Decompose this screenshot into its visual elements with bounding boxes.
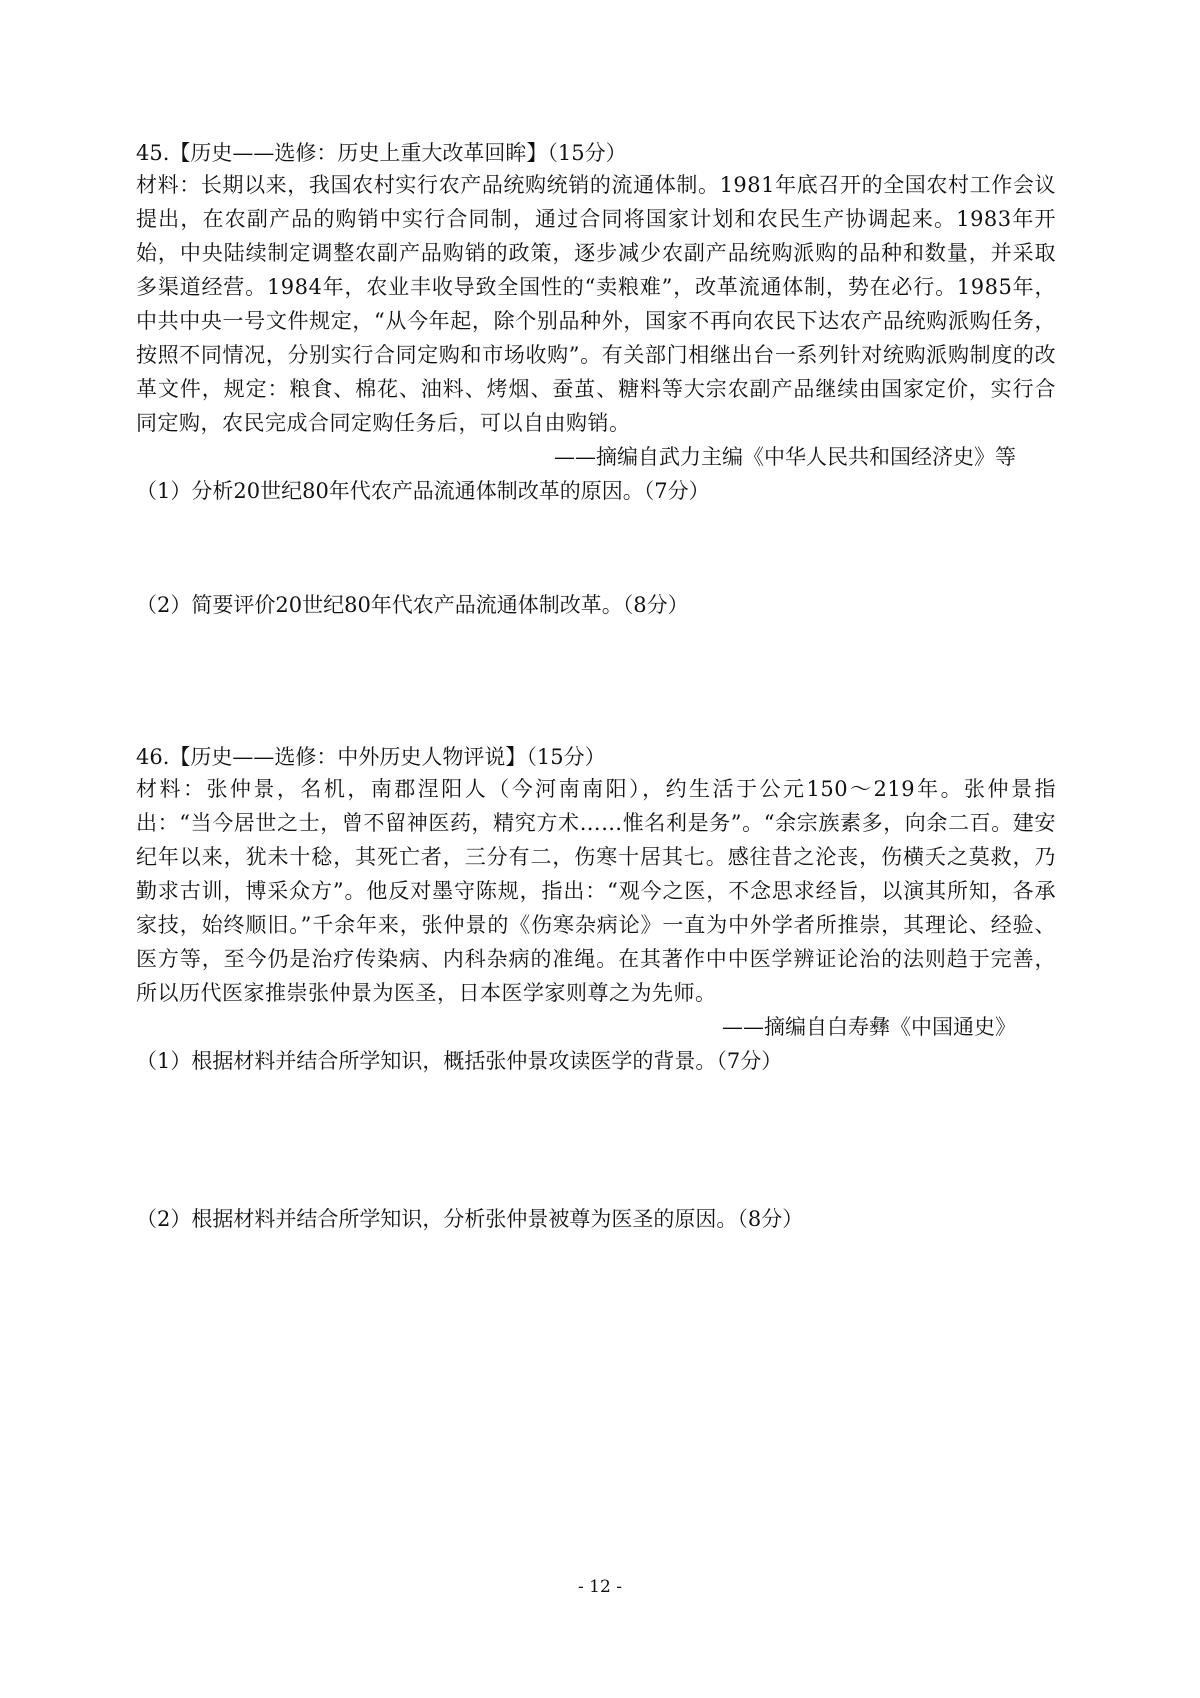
question-45 (136, 138, 1056, 622)
answer-space (136, 508, 1056, 588)
question-46-source: ——摘编自白寿彝《中国通史》 (722, 1015, 1016, 1039)
question-45-title: 45.【历史——选修：历史上重大改革回眸】（15分） (136, 141, 627, 165)
question-45-part-1: （1）分析20世纪80年代农产品流通体制改革的原因。（7分） (136, 479, 710, 503)
question-45-part-2: （2）简要评价20世纪80年代农产品流通体制改革。（8分） (136, 593, 689, 617)
question-46-material: 材料：张仲景，名机，南郡涅阳人（今河南南阳），约生活于公元150～219年。张仲景指出：“当今居世之士，曾不留神医药，精究方术……惟名利是务”。“余宗族素多，向余二百。建安纪年以来，犹未十稔，其死亡者，三分有二，伤寒十居其七。感往昔之沦丧，伤横夭之莫救，乃勤求古训，博采众方”。他反对墨守陈规，指出：“观今之医，不念思求经旨，以演其所知，各承家技，始终顺旧。”千余年来，张仲景的《伤寒杂病论》一直为中外学者所推崇，其理论、经验、医方等，至今仍是治疗传染病、内科杂病的准绳。在其著作中中医学辨证论治的法则趋于完善，所以历代医家推崇张仲景为医圣，日本医学家则尊之为先师。 (136, 777, 1056, 1005)
question-46 (136, 742, 1056, 1236)
question-45-material: 材料：长期以来，我国农村实行农产品统购统销的流通体制。1981年底召开的全国农村工作会议提出，在农副产品的购销中实行合同制，通过合同将国家计划和农民生产协调起来。1983年开始，中央陆续制定调整农副产品购销的政策，逐步减少农副产品统购派购的品种和数量，并采取多渠道经营。1984年，农业丰收导致全国性的“卖粮难”，改革流通体制，势在必行。1985年，中共中央一号文件规定，“从今年起，除个别品种外，国家不再向农民下达农产品统购派购任务，按照不同情况，分别实行合同定购和市场收购”。有关部门相继出台一系列针对统购派购制度的改革文件，规定：粮食、棉花、油料、烤烟、蚕茧、糖料等大宗农副产品继续由国家定价，实行合同定购，农民完成合同定购任务后，可以自由购销。 (136, 173, 1056, 435)
question-45-source: ——摘编自武力主编《中华人民共和国经济史》等 (554, 445, 1016, 469)
question-46-part-2: （2）根据材料并结合所学知识，分析张仲景被尊为医圣的原因。（8分） (136, 1207, 804, 1231)
page-number: - 12 - (578, 1577, 622, 1597)
question-46-title: 46.【历史——选修：中外历史人物评说】（15分） (136, 745, 606, 769)
question-46-part-1: （1）根据材料并结合所学知识，概括张仲景攻读医学的背景。（7分） (136, 1049, 783, 1073)
answer-space (136, 1078, 1056, 1202)
